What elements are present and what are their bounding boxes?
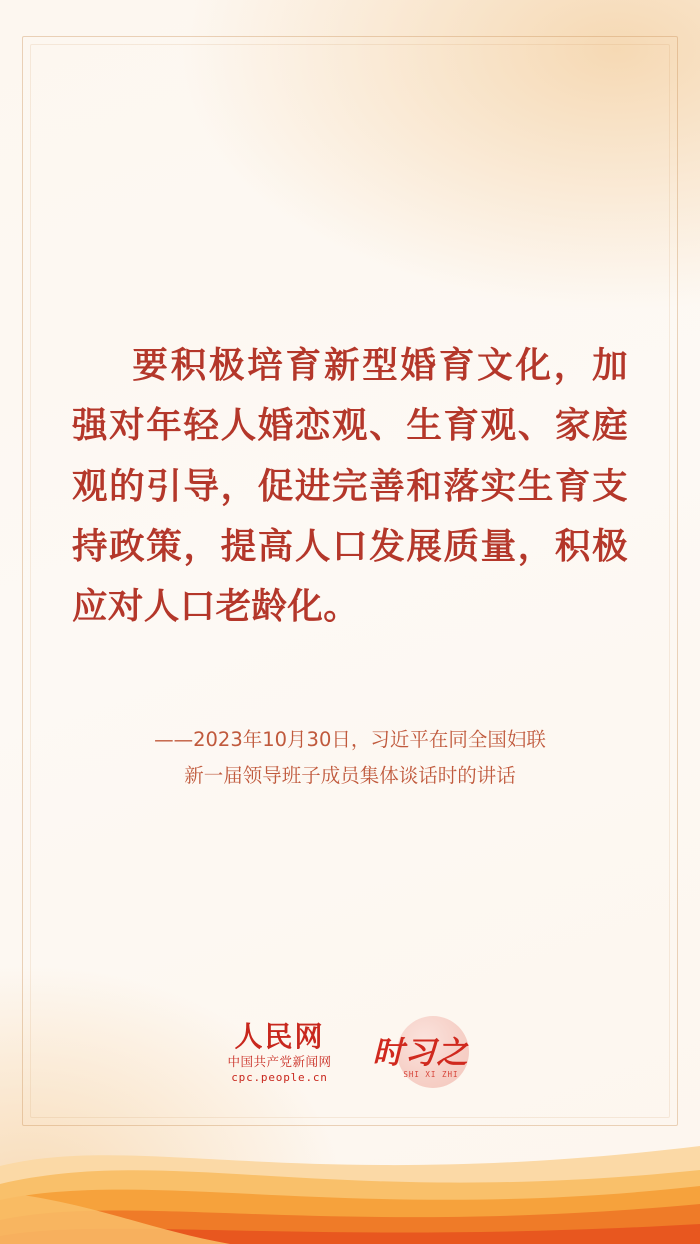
- wave-svg: [0, 1070, 700, 1244]
- attribution-block: [72, 722, 628, 794]
- quote-line-5: 对人口老龄化。: [107, 586, 360, 628]
- quote-line-4: 持政策，提高人口发展质量，积极应: [72, 526, 628, 628]
- people-cn-logo-subtitle: 中国共产党新闻网: [227, 1054, 332, 1070]
- quote-text: [72, 336, 628, 638]
- people-cn-logo-title: 人民网: [234, 1020, 325, 1054]
- quote-line-1: 要积极培育新型婚育文化，加: [130, 345, 628, 386]
- attribution-line-2: 新一届领导班子成员集体谈话时的讲话: [184, 764, 516, 788]
- people-cn-logo-url: cpc.people.cn: [231, 1070, 328, 1084]
- seal-pinyin: SHI XI ZHI: [403, 1070, 459, 1079]
- bottom-wave-decoration: [0, 1070, 700, 1244]
- logo-divider: [350, 1031, 351, 1075]
- quote-line-2: 强对年轻人婚恋观、生育观、家庭: [72, 405, 628, 447]
- seal-title: 时习之: [372, 1034, 469, 1071]
- quote-line-3: 观的引导，促进完善和落实生育支: [72, 465, 628, 507]
- attribution-line-1: ——2023年10月30日，习近平在同全国妇联: [154, 728, 546, 751]
